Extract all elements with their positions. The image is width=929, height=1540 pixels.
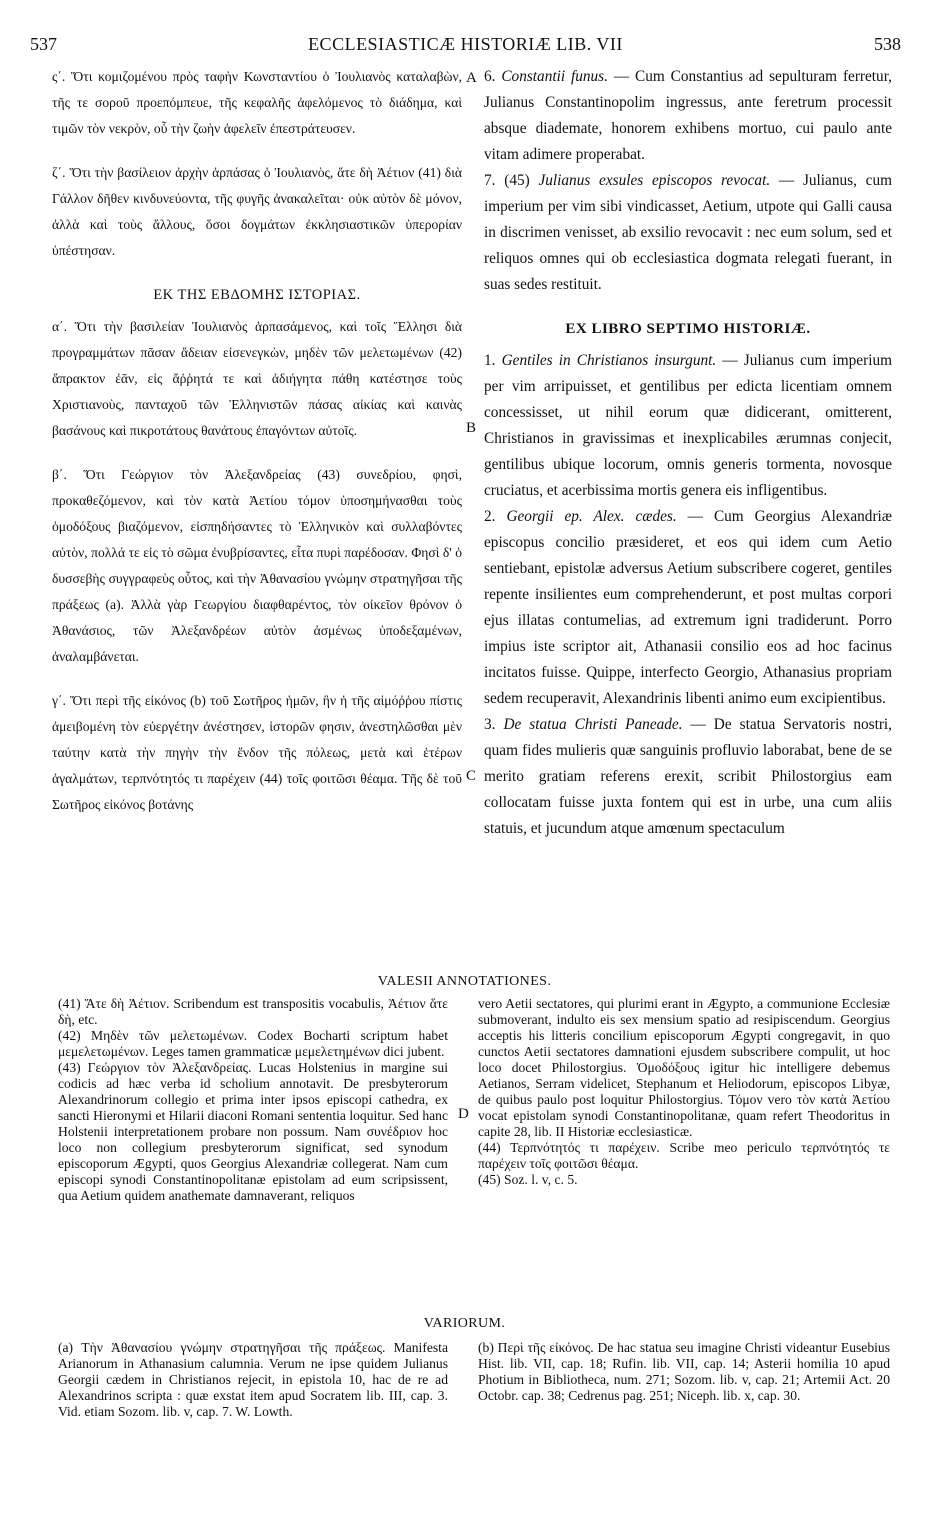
- latin-paragraph-3: 3. De statua Christi Paneade. — De statua Servatoris nostri, quam fides mulieris quæ sanguinis profluvio laborabat, bene de se merito gratiam referens erexit, scribit Philostorgius eam collocatam fuisse juxta fontem qui est in urbe, una cum aliis statuis, et jucundum atque amœnum spectaculum: [484, 716, 892, 837]
- margin-letter-b: B: [466, 420, 477, 436]
- latin-paragraph-6: 6. Constantii funus. — Cum Constantius ad sepulturam ferretur, Julianus Constantinopolim ingressus, ante feretrum processit absque diademate, honorem exhibens mortuo, cui paulo ante vitam adimere properabat.: [484, 68, 893, 163]
- latin-section-title: EX LIBRO SEPTIMO HISTORIÆ.: [565, 321, 811, 337]
- margin-letter-a: A: [466, 70, 477, 86]
- note-43: (43) Γεώργιον τὸν Ἀλεξανδρείας. Lucas Holstenius in margine sui codicis ad hæc verba id scholium annotavit. De presbyterorum Alexandrinorum collegio et prima inter ipsos episcopi cathedra, ex sancti Hieronymi et Hilarii diaconi Romani sententia loquitur. Sed hanc Holstenii interpretationem probare non possum. Nam συνέδριον hoc loco non collegium presbyterorum significat, sed synodum episcoporum Ægypti, quos Georgius Alexandriæ collegerat. Nam cum episcopi synodi Constantinopolitanæ epistolam ad eum scripsissent, qua Aetium quidem anathemate damnaverant, reliquos: [58, 1060, 448, 1203]
- margin-letter-c: C: [466, 768, 477, 784]
- note-43-continued: vero Aetii sectatores, qui plurimi erant in Ægypto, a communione Ecclesiæ submoverant, indulto eis sex mensium spatio ad resipiscendum. Georgius acceptis his litteris concilium episcoporum Ægypti congregavit, in quo cunctos Aetii sectatores damnationi ejusdem subscribere compulit, ut hoc loco docet Philostorgius. Ὁμοδόξους igitur hic intelligere debemus Aetianos, Serram videlicet, Stephanum et Heliodorum, episcopos Libyæ, de quibus paulo post loquitur Philostorgius. Τόμον vero τὸν κατὰ Ἀετίου vocat epistolam synodi Constantinopolitanæ, quam refert Theodoritus in capite 28, lib. II Historiæ ecclesiasticæ.: [478, 996, 890, 1139]
- variorum-note-b-block: [478, 1340, 890, 1404]
- greek-paragraph-1: α΄. Ὅτι τὴν βασιλείαν Ἰουλιανὸς ἁρπασάμενος, καὶ τοῖς Ἕλλησι διὰ προγραμμάτων πᾶσαν ἄδειαν εἰσενεγκὼν, μηδὲν τῶν μελετωμένων (42) ἄπρακτον ἐᾶν, εἰς ἄῤῥητά τε καὶ ἀδιήγητα πάθη κατέστησε τοὺς Χριστιανοὺς, πανταχοῦ τῶν Ἑλληνιστῶν πάσας αἰκίας καὶ καινὰς βασάνους καὶ πικροτάτους θανάτους ἐπαγόντων αὐτοῖς.: [52, 319, 462, 438]
- margin-letter-d: D: [458, 1106, 469, 1122]
- variorum-note-a-block: [58, 1340, 448, 1420]
- greek-section-title: ΕΚ ΤΗΣ ΕΒΔΟΜΗΣ ΙΣΤΟΡΙΑΣ.: [153, 287, 361, 303]
- note-45: (45) Soz. l. v, c. 5.: [478, 1172, 578, 1187]
- variorum-note-a: (a) Τὴν Ἀθανασίου γνώμην στρατηγῆσαι τῆς πράξεως. Manifesta Arianorum in Athanasium calumnia. Verum ne ipse quidem Julianus Georgii cædem in Christianos rejecit, in epistola 10, hac de re ad Alexandrinos scripta : quæ exstat item apud Socratem lib. III, cap. 3. Vid. etiam Sozom. lib. v, cap. 7. W. Lowth.: [58, 1340, 448, 1419]
- valesii-notes-right: [478, 996, 890, 1188]
- note-41: (41) Ἅτε δὴ Ἀέτιον. Scribendum est transpositis vocabulis, Ἀέτιον ἅτε δὴ, etc.: [58, 996, 448, 1027]
- note-42: (42) Μηδὲν τῶν μελετωμένων. Codex Bocharti scriptum habet μεμελετωμένων. Leges tamen grammaticæ μεμελετημένων dici jubent.: [58, 1028, 448, 1059]
- greek-paragraph-7: ζ΄. Ὅτι τὴν βασίλειον ἀρχὴν ἁρπάσας ὁ Ἰουλιανὸς, ἅτε δὴ Ἀέτιον (41) διὰ Γάλλον δῆθεν κινδυνεύοντα, τῆς φυγῆς ἀνακαλεῖται· οὐκ αὐτὸν δὲ μόνον, ἀλλὰ καὶ τοὺς ἄλλους, ὅσοι δογμάτων ἐκκλησιαστικῶν ὑπερορίαν ὑπέστησαν.: [52, 165, 462, 258]
- running-title: ECCLESIASTICÆ HISTORIÆ LIB. VII: [308, 34, 623, 54]
- variorum-title: VARIORUM.: [423, 1316, 506, 1331]
- valesii-title: VALESII ANNOTATIONES.: [377, 974, 552, 989]
- latin-column: [484, 64, 892, 842]
- latin-paragraph-2: 2. Georgii ep. Alex. cædes. — Cum Georgius Alexandriæ episcopus concilio præsideret, et eos qui idem cum Aetio sentiebant, epistolæ adversus Aetium subscribere cogeret, gentiles repente insilientes eum comprehenderunt, et post multas corpori ejus illatas contumelias, ad extremum igni tradiderunt. Porro impius iste scriptor ait, Athanasii consilio eos ad hoc facinus incitatos fuisse. Quippe, interfecto Georgio, Athanasius propriam sedem recuperavit, Alexandrinis libenti animo eum excipientibus.: [484, 508, 892, 707]
- note-44: (44) Τερπνότητός τι παρέχειν. Scribe meo periculo τερπνότητός τε παρέχειν τοῖς φοιτῶσι θέαμα.: [478, 1140, 890, 1171]
- right-page-number: 538: [874, 34, 901, 54]
- greek-paragraph-3: γ΄. Ὅτι περὶ τῆς εἰκόνος (b) τοῦ Σωτῆρος ἡμῶν, ἣν ἡ τῆς αἱμόῤῥου πίστις ἀμειβομένη τὸν εὐεργέτην ἀνέστησεν, ἱστορῶν φησιν, ἀνεστηλῶσθαι μὲν ταύτην κατὰ τὴν πηγὴν τὴν ἔνδον τῆς πόλεως, μετὰ καὶ ἑτέρων ἀγαλμάτων, τερπνότητός τι παρέχειν (44) τοῖς φοιτῶσι θέαμα. Τῆς δὲ τοῦ Σωτῆρος εἰκόνος βοτάνης: [52, 693, 462, 812]
- latin-paragraph-1: 1. Gentiles in Christianos insurgunt. — Julianus cum imperium per vim arripuisset, et gentilibus per edicta licentiam omnem concessisset, ut nihil eorum quæ didicerant, omitterent, Christianos in gravissimas et inexplicabiles ærumnas conjecit, gentilibus ubique locorum, omnis generis tormenta, novosque cruciatus, et acerbissima mortis genera eis infligentibus.: [484, 352, 892, 499]
- latin-paragraph-7: 7. (45) Julianus exsules episcopos revocat. — Julianus, cum imperium per vim sibi vindicasset, Aetium, utpote qui Galli causa in discrimen venisset, ab exsilio revocavit : nec eum solum, sed et reliquos omnes qui ob ecclesiastica dogmata relegati fuerant, in suas sedes restituit.: [484, 172, 892, 293]
- page-header: [30, 34, 901, 58]
- valesii-notes-left: [58, 996, 448, 1204]
- greek-column: [52, 64, 462, 818]
- greek-paragraph-2: β΄. Ὅτι Γεώργιον τὸν Ἀλεξανδρείας (43) συνεδρίου, φησὶ, προκαθεζόμενον, καὶ τὸν κατὰ Ἀετίου τόμον ὑποσημήνασθαι τοὺς ὁμοδόξους βιαζόμενον, εἰσπηδήσαντες τὸ Ἑλληνικὸν καὶ συλλαβόντες αὐτὸν, πολλά τε εἰς τὸ σῶμα ἐνυβρίσαντες, εἶτα πυρὶ παρέδοσαν. Φησὶ δ' ὁ δυσσεβὴς συγγραφεὺς οὗτος, καὶ τὴν Ἀθανασίου γνώμην στρατηγῆσαι τῆς πράξεως (a). Ἀλλὰ γὰρ Γεωργίου διαφθαρέντος, τὸν οἰκεῖον θρόνον ὁ Ἀθανάσιος, τῶν Ἀλεξανδρέων αὐτὸν ἀσμένως ὑποδεξαμένων, ἀναλαμβάνεται.: [52, 467, 462, 664]
- left-page-number: 537: [30, 34, 57, 54]
- variorum-note-b: (b) Περὶ τῆς εἰκόνος. De hac statua seu imagine Christi videantur Eusebius Hist. lib. VII, cap. 18; Rufin. lib. VII, cap. 14; Asterii homilia 10 apud Photium in Bibliotheca, num. 271; Sozom. lib. v, cap. 21; Artemii Act. 20 Octobr. cap. 38; Cedrenus pag. 251; Niceph. lib. x, cap. 30.: [478, 1340, 890, 1403]
- greek-paragraph-6: ς΄. Ὅτι κομιζομένου πρὸς ταφὴν Κωνσταντίου ὁ Ἰουλιανὸς καταλαβὼν, τῆς τε σοροῦ προεπόμπευε, τῆς κεφαλῆς ἀφελόμενος τὸ διάδημα, καὶ τιμῶν τὸν νεκρὸν, οὗ τὴν ζωὴν ἀφελεῖν ἐπεστράτευσεν.: [52, 69, 462, 136]
